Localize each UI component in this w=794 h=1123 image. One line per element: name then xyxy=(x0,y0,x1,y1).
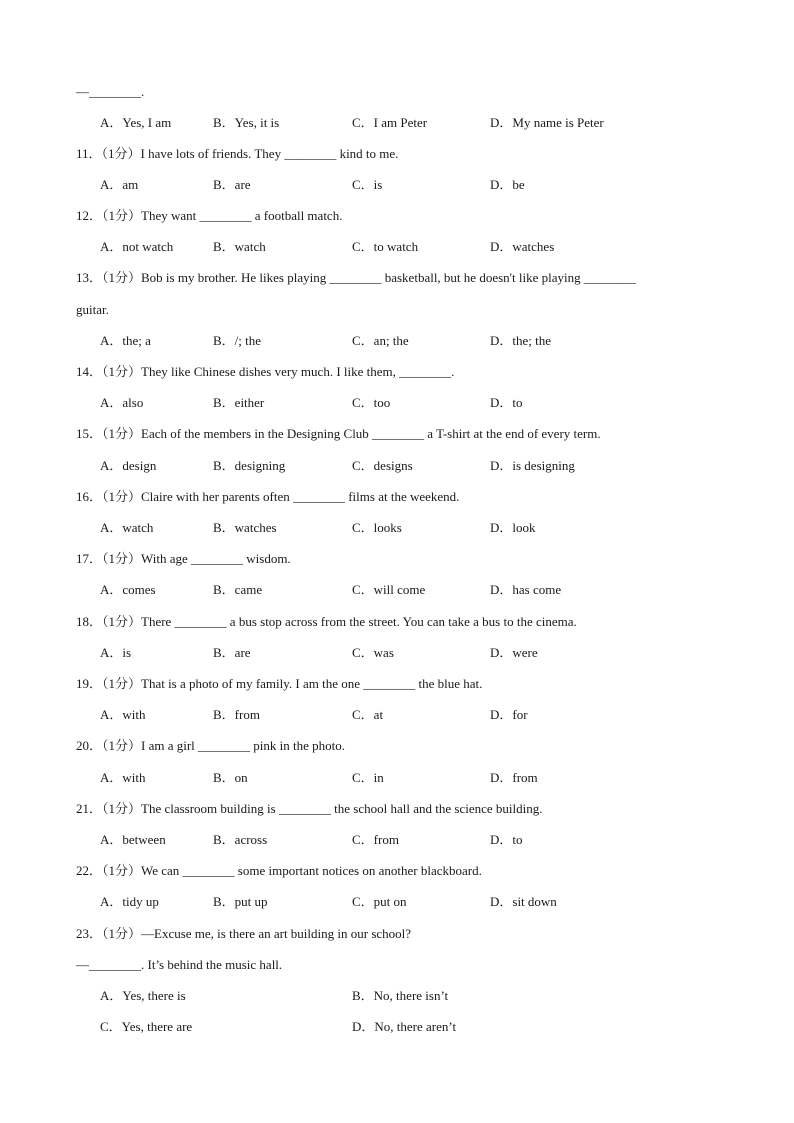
question-14-stem: 14．（1分）They like Chinese dishes very much. I like them, ________. xyxy=(76,364,455,379)
option-b: B．/; the xyxy=(213,333,262,348)
question-12-options xyxy=(100,239,740,255)
option-b: B．from xyxy=(213,707,260,722)
option-c: C．designs xyxy=(352,458,413,473)
option-d: D．be xyxy=(490,177,525,192)
option-b: B．put up xyxy=(213,894,268,909)
option-a: A．between xyxy=(100,832,166,847)
question-16-stem: 16．（1分）Claire with her parents often ________ films at the weekend. xyxy=(76,489,460,504)
option-c: C．from xyxy=(352,832,399,847)
question-18-stem: 18．（1分）There ________ a bus stop across from the street. You can take a bus to the cinema. xyxy=(76,614,577,629)
question-12-stem: 12．（1分）They want ________ a football match. xyxy=(76,208,343,223)
option-b: B．on xyxy=(213,770,248,785)
option-d: D．were xyxy=(490,645,538,660)
option-b: B．watches xyxy=(213,520,277,535)
question-22-stem: 22．（1分）We can ________ some important notices on another blackboard. xyxy=(76,863,482,878)
option-a: A．with xyxy=(100,707,146,722)
option-c: C．I am Peter xyxy=(352,115,428,130)
option-a: A．Yes, I am xyxy=(100,115,172,130)
option-b: B．designing xyxy=(213,458,286,473)
question-20-options xyxy=(100,770,740,786)
option-d: D．for xyxy=(490,707,528,722)
option-c: C．is xyxy=(352,177,383,192)
option-d: D．the; the xyxy=(490,333,552,348)
q10-answer-line: —________. xyxy=(76,84,145,99)
question-22-options xyxy=(100,894,740,910)
option-d: D．is designing xyxy=(490,458,575,473)
option-c: C．was xyxy=(352,645,394,660)
option-b: B．are xyxy=(213,645,251,660)
question-11-options xyxy=(100,177,740,193)
option-a: A．also xyxy=(100,395,144,410)
question-15-options xyxy=(100,458,740,474)
question-17-stem: 17．（1分）With age ________ wisdom. xyxy=(76,551,291,566)
option-b: B．across xyxy=(213,832,268,847)
option-a: A．am xyxy=(100,177,139,192)
question-23-options-row2 xyxy=(100,1019,740,1035)
question-11-stem: 11．（1分）I have lots of friends. They ________ kind to me. xyxy=(76,146,399,161)
question-13-stem-continued: guitar. xyxy=(76,302,109,317)
question-20-stem: 20．（1分）I am a girl ________ pink in the photo. xyxy=(76,738,346,753)
option-c: C．an; the xyxy=(352,333,409,348)
option-c: C．too xyxy=(352,395,391,410)
option-a: A．is xyxy=(100,645,132,660)
question-13-stem: 13．（1分）Bob is my brother. He likes playing ________ basketball, but he doesn't like playing ________ xyxy=(76,270,636,285)
question-23-stem-continued: —________. It’s behind the music hall. xyxy=(76,957,283,972)
question-18-options xyxy=(100,645,740,661)
option-b: B．came xyxy=(213,582,263,597)
q10-options xyxy=(100,115,740,131)
question-23-stem: 23．（1分）—Excuse me, is there an art building in our school? xyxy=(76,926,412,941)
question-19-options xyxy=(100,707,740,723)
option-c: C．at xyxy=(352,707,384,722)
option-b: B．are xyxy=(213,177,251,192)
option-d: D．from xyxy=(490,770,538,785)
option-d: D．to xyxy=(490,832,523,847)
option-a: A．not watch xyxy=(100,239,174,254)
question-15-stem: 15．（1分）Each of the members in the Designing Club ________ a T-shirt at the end of every term. xyxy=(76,426,601,441)
option-c: C．in xyxy=(352,770,384,785)
option-b: B．Yes, it is xyxy=(213,115,280,130)
option-d: D．No, there aren’t xyxy=(352,1019,457,1034)
option-b: B．either xyxy=(213,395,265,410)
option-a: A．tidy up xyxy=(100,894,159,909)
option-c: C．Yes, there are xyxy=(100,1019,193,1034)
option-d: D．sit down xyxy=(490,894,557,909)
option-c: C．will come xyxy=(352,582,426,597)
option-d: D．watches xyxy=(490,239,555,254)
question-23-options-row1 xyxy=(100,988,740,1004)
question-19-stem: 19．（1分）That is a photo of my family. I am the one ________ the blue hat. xyxy=(76,676,483,691)
option-b: B．watch xyxy=(213,239,266,254)
question-17-options xyxy=(100,582,740,598)
option-d: D．look xyxy=(490,520,536,535)
option-c: C．put on xyxy=(352,894,407,909)
option-d: D．My name is Peter xyxy=(490,115,604,130)
option-c: C．looks xyxy=(352,520,402,535)
option-a: A．the; a xyxy=(100,333,151,348)
option-d: D．to xyxy=(490,395,523,410)
question-13-options xyxy=(100,333,740,349)
question-16-options xyxy=(100,520,740,536)
question-21-options xyxy=(100,832,740,848)
question-14-options xyxy=(100,395,740,411)
option-a: A．comes xyxy=(100,582,156,597)
option-a: A．with xyxy=(100,770,146,785)
option-a: A．design xyxy=(100,458,157,473)
option-d: D．has come xyxy=(490,582,562,597)
option-b: B．No, there isn’t xyxy=(352,988,449,1003)
option-a: A．Yes, there is xyxy=(100,988,186,1003)
option-a: A．watch xyxy=(100,520,154,535)
question-21-stem: 21．（1分）The classroom building is ________ the school hall and the science building. xyxy=(76,801,543,816)
option-c: C．to watch xyxy=(352,239,419,254)
